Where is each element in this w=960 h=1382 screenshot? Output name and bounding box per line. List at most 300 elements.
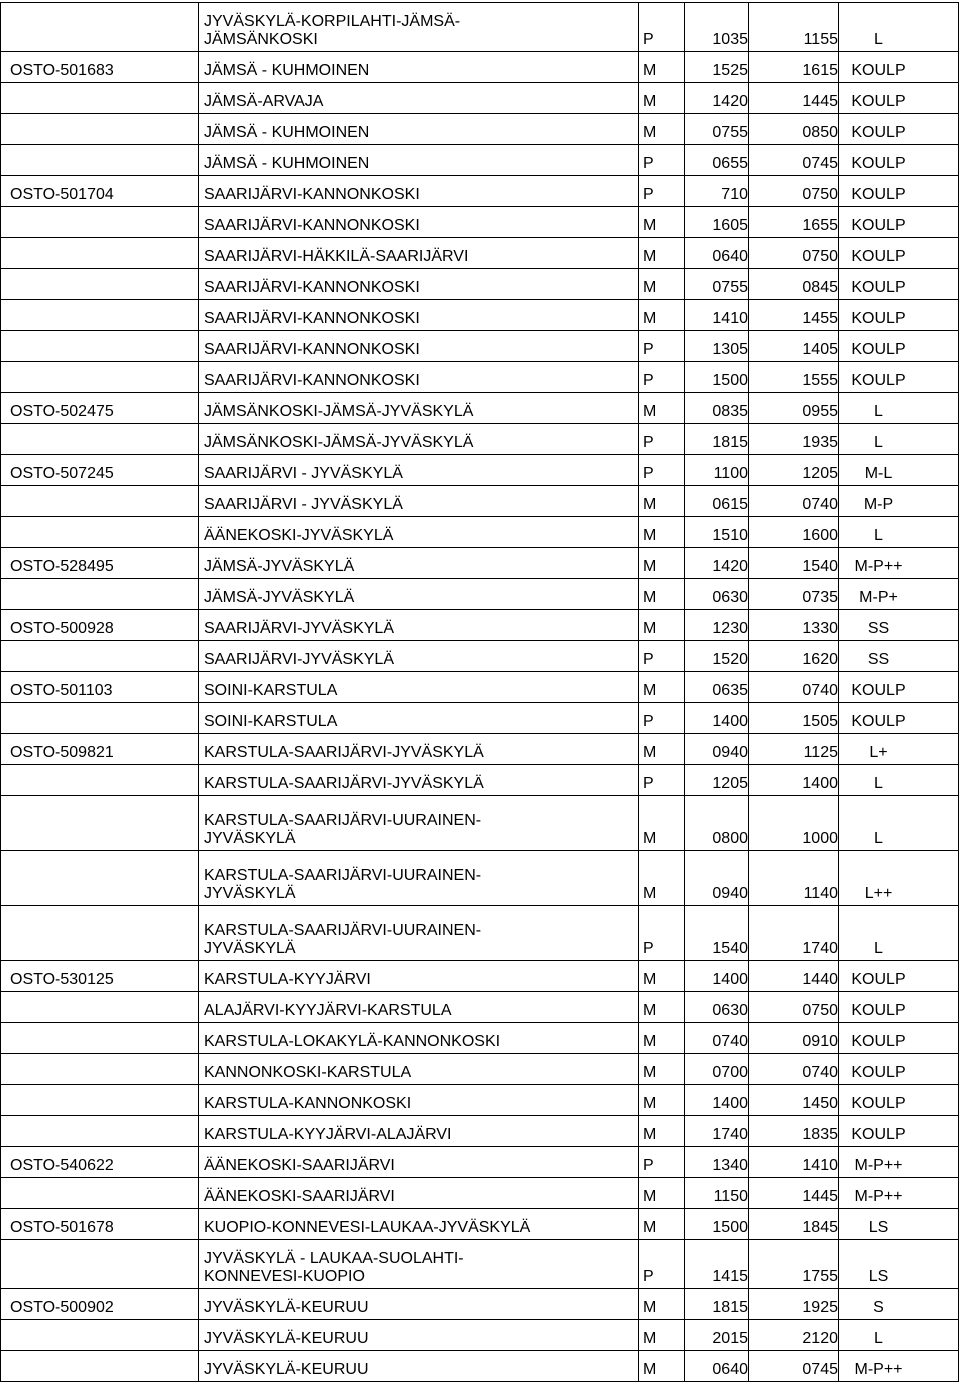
vehicle-class-cell: M-P++ (839, 1178, 959, 1209)
route-name-cell (199, 393, 639, 424)
vehicle-class-cell: KOULP (839, 362, 959, 393)
route-code-cell (1, 331, 199, 362)
route-code-cell (1, 145, 199, 176)
end-time-cell: 0740 (749, 672, 839, 703)
day-cell: P (639, 1147, 685, 1178)
vehicle-class-cell: M-P++ (839, 1351, 959, 1382)
start-time-cell: 1815 (685, 424, 749, 455)
end-time-cell: 0750 (749, 992, 839, 1023)
route-name-line: JYVÄSKYLÄ - LAUKAA-SUOLAHTI- (204, 1250, 464, 1267)
table-row (1, 455, 959, 486)
vehicle-class-cell: M-P++ (839, 548, 959, 579)
day-cell: M (639, 1023, 685, 1054)
route-name-cell (199, 517, 639, 548)
vehicle-class-cell: KOULP (839, 114, 959, 145)
table-row (1, 393, 959, 424)
route-name-line: ÄÄNEKOSKI-SAARIJÄRVI (204, 1188, 395, 1205)
table-row (1, 765, 959, 796)
vehicle-class-cell: KOULP (839, 300, 959, 331)
day-cell: M (639, 610, 685, 641)
route-code-cell (1, 1240, 199, 1289)
route-name-line: JÄMSÄNKOSKI (204, 31, 318, 48)
route-name-line: JÄMSÄ-JYVÄSKYLÄ (204, 558, 355, 575)
vehicle-class-cell: SS (839, 641, 959, 672)
end-time-cell: 0955 (749, 393, 839, 424)
vehicle-class-cell: L++ (839, 851, 959, 906)
route-name-line: SAARIJÄRVI-KANNONKOSKI (204, 186, 420, 203)
route-name-cell (199, 703, 639, 734)
end-time-cell: 1410 (749, 1147, 839, 1178)
route-name-cell (199, 1289, 639, 1320)
day-cell: M (639, 548, 685, 579)
end-time-cell: 0910 (749, 1023, 839, 1054)
end-time-cell: 1925 (749, 1289, 839, 1320)
route-name-line: JÄMSÄNKOSKI-JÄMSÄ-JYVÄSKYLÄ (204, 403, 474, 420)
table-row (1, 1116, 959, 1147)
day-cell: M (639, 1054, 685, 1085)
start-time-cell: 1815 (685, 1289, 749, 1320)
end-time-cell: 1205 (749, 455, 839, 486)
route-code-cell: OSTO-500928 (1, 610, 199, 641)
route-code-cell (1, 114, 199, 145)
day-cell: M (639, 851, 685, 906)
start-time-cell: 1420 (685, 548, 749, 579)
route-name-cell (199, 1320, 639, 1351)
end-time-cell: 1140 (749, 851, 839, 906)
route-name-line: JÄMSÄ-JYVÄSKYLÄ (204, 589, 355, 606)
day-cell: P (639, 455, 685, 486)
start-time-cell: 1410 (685, 300, 749, 331)
route-code-cell (1, 765, 199, 796)
end-time-cell: 1450 (749, 1085, 839, 1116)
day-cell: M (639, 83, 685, 114)
day-cell: P (639, 703, 685, 734)
table-row (1, 548, 959, 579)
table-row (1, 1320, 959, 1351)
day-cell: M (639, 992, 685, 1023)
route-name-cell (199, 455, 639, 486)
end-time-cell: 1405 (749, 331, 839, 362)
vehicle-class-cell: KOULP (839, 52, 959, 83)
end-time-cell: 1445 (749, 1178, 839, 1209)
table-row (1, 176, 959, 207)
day-cell: M (639, 672, 685, 703)
vehicle-class-cell: KOULP (839, 1054, 959, 1085)
end-time-cell: 1155 (749, 3, 839, 52)
vehicle-class-cell: KOULP (839, 238, 959, 269)
route-code-cell (1, 992, 199, 1023)
route-name-cell (199, 765, 639, 796)
end-time-cell: 1125 (749, 734, 839, 765)
vehicle-class-cell: L (839, 393, 959, 424)
route-code-cell: OSTO-501704 (1, 176, 199, 207)
day-cell: M (639, 1320, 685, 1351)
table-row (1, 486, 959, 517)
route-code-cell (1, 1116, 199, 1147)
start-time-cell: 1415 (685, 1240, 749, 1289)
table-row (1, 517, 959, 548)
table-row (1, 1147, 959, 1178)
route-code-cell (1, 238, 199, 269)
vehicle-class-cell: KOULP (839, 83, 959, 114)
table-row (1, 1178, 959, 1209)
route-name-line: KARSTULA-KANNONKOSKI (204, 1095, 412, 1112)
vehicle-class-cell: M-L (839, 455, 959, 486)
start-time-cell: 0630 (685, 992, 749, 1023)
day-cell: M (639, 238, 685, 269)
table-row (1, 83, 959, 114)
route-name-line: JÄMSÄ - KUHMOINEN (204, 62, 370, 79)
start-time-cell: 0640 (685, 238, 749, 269)
day-cell: P (639, 906, 685, 961)
route-name-line: JÄMSÄNKOSKI-JÄMSÄ-JYVÄSKYLÄ (204, 434, 474, 451)
vehicle-class-cell: KOULP (839, 1085, 959, 1116)
day-cell: M (639, 207, 685, 238)
route-code-cell: OSTO-500902 (1, 1289, 199, 1320)
route-name-line: SAARIJÄRVI-HÄKKILÄ-SAARIJÄRVI (204, 248, 469, 265)
route-name-line: JÄMSÄ - KUHMOINEN (204, 155, 370, 172)
table-row (1, 851, 959, 906)
table-row (1, 703, 959, 734)
route-name-line: JYVÄSKYLÄ-KORPILAHTI-JÄMSÄ- (204, 13, 461, 30)
route-code-cell (1, 1351, 199, 1382)
start-time-cell: 1035 (685, 3, 749, 52)
start-time-cell: 0655 (685, 145, 749, 176)
route-code-cell: OSTO-501678 (1, 1209, 199, 1240)
start-time-cell: 1525 (685, 52, 749, 83)
route-name-cell (199, 52, 639, 83)
table-row (1, 1054, 959, 1085)
end-time-cell: 1445 (749, 83, 839, 114)
vehicle-class-cell: SS (839, 610, 959, 641)
day-cell: P (639, 362, 685, 393)
start-time-cell: 0630 (685, 579, 749, 610)
end-time-cell: 0850 (749, 114, 839, 145)
route-name-line: SOINI-KARSTULA (204, 713, 338, 730)
table-row (1, 906, 959, 961)
vehicle-class-cell: M-P (839, 486, 959, 517)
table-row (1, 362, 959, 393)
vehicle-class-cell: M-P+ (839, 579, 959, 610)
route-name-line: JÄMSÄ-ARVAJA (204, 93, 324, 110)
table-row (1, 114, 959, 145)
table-row (1, 145, 959, 176)
day-cell: M (639, 486, 685, 517)
route-name-cell (199, 486, 639, 517)
table-row (1, 579, 959, 610)
route-name-cell (199, 1147, 639, 1178)
table-row (1, 1240, 959, 1289)
start-time-cell: 1150 (685, 1178, 749, 1209)
route-name-cell (199, 579, 639, 610)
route-name-cell (199, 1240, 639, 1289)
route-name-cell (199, 610, 639, 641)
table-row (1, 796, 959, 851)
route-name-line: ÄÄNEKOSKI-SAARIJÄRVI (204, 1157, 395, 1174)
route-code-cell (1, 906, 199, 961)
vehicle-class-cell: LS (839, 1240, 959, 1289)
route-code-cell (1, 579, 199, 610)
route-code-cell (1, 641, 199, 672)
start-time-cell: 1400 (685, 1085, 749, 1116)
day-cell: M (639, 517, 685, 548)
start-time-cell: 0700 (685, 1054, 749, 1085)
start-time-cell: 0755 (685, 114, 749, 145)
route-name-cell (199, 145, 639, 176)
route-name-cell (199, 641, 639, 672)
table-row (1, 1289, 959, 1320)
start-time-cell: 0640 (685, 1351, 749, 1382)
table-row (1, 1023, 959, 1054)
route-name-cell (199, 851, 639, 906)
route-code-cell (1, 796, 199, 851)
route-name-cell (199, 238, 639, 269)
route-name-line: KARSTULA-SAARIJÄRVI-JYVÄSKYLÄ (204, 744, 484, 761)
route-name-line: KARSTULA-LOKAKYLÄ-KANNONKOSKI (204, 1033, 501, 1050)
end-time-cell: 1620 (749, 641, 839, 672)
vehicle-class-cell: L+ (839, 734, 959, 765)
day-cell: M (639, 114, 685, 145)
route-name-cell (199, 207, 639, 238)
start-time-cell: 1510 (685, 517, 749, 548)
end-time-cell: 0740 (749, 486, 839, 517)
route-name-cell (199, 1023, 639, 1054)
end-time-cell: 0735 (749, 579, 839, 610)
route-name-cell (199, 300, 639, 331)
route-code-cell: OSTO-528495 (1, 548, 199, 579)
day-cell: P (639, 3, 685, 52)
route-code-cell (1, 207, 199, 238)
vehicle-class-cell: KOULP (839, 145, 959, 176)
vehicle-class-cell: KOULP (839, 331, 959, 362)
end-time-cell: 1600 (749, 517, 839, 548)
vehicle-class-cell: KOULP (839, 1116, 959, 1147)
day-cell: M (639, 961, 685, 992)
route-name-cell (199, 672, 639, 703)
day-cell: M (639, 1085, 685, 1116)
vehicle-class-cell: L (839, 796, 959, 851)
table-row (1, 238, 959, 269)
route-name-line: JYVÄSKYLÄ-KEURUU (204, 1361, 369, 1378)
route-name-line: KANNONKOSKI-KARSTULA (204, 1064, 412, 1081)
start-time-cell: 1540 (685, 906, 749, 961)
route-name-line: SAARIJÄRVI-KANNONKOSKI (204, 279, 420, 296)
route-name-line: JYVÄSKYLÄ (204, 830, 296, 847)
route-name-line: SAARIJÄRVI-KANNONKOSKI (204, 217, 420, 234)
vehicle-class-cell: L (839, 765, 959, 796)
vehicle-class-cell: KOULP (839, 1023, 959, 1054)
route-name-cell (199, 362, 639, 393)
route-code-cell: OSTO-509821 (1, 734, 199, 765)
start-time-cell: 1100 (685, 455, 749, 486)
route-name-cell (199, 548, 639, 579)
start-time-cell: 1340 (685, 1147, 749, 1178)
route-code-cell (1, 1023, 199, 1054)
route-name-cell (199, 1116, 639, 1147)
vehicle-class-cell: S (839, 1289, 959, 1320)
route-name-line: JYVÄSKYLÄ-KEURUU (204, 1330, 369, 1347)
vehicle-class-cell: L (839, 517, 959, 548)
route-code-cell (1, 1320, 199, 1351)
end-time-cell: 0745 (749, 145, 839, 176)
start-time-cell: 1230 (685, 610, 749, 641)
vehicle-class-cell: M-P++ (839, 1147, 959, 1178)
route-code-cell: OSTO-540622 (1, 1147, 199, 1178)
start-time-cell: 1205 (685, 765, 749, 796)
route-code-cell (1, 1085, 199, 1116)
route-name-cell (199, 114, 639, 145)
end-time-cell: 1000 (749, 796, 839, 851)
day-cell: M (639, 579, 685, 610)
table-row (1, 641, 959, 672)
vehicle-class-cell: KOULP (839, 207, 959, 238)
day-cell: P (639, 176, 685, 207)
start-time-cell: 1420 (685, 83, 749, 114)
table-row (1, 207, 959, 238)
route-code-cell (1, 517, 199, 548)
vehicle-class-cell: L (839, 906, 959, 961)
day-cell: P (639, 145, 685, 176)
route-name-cell (199, 176, 639, 207)
start-time-cell: 0755 (685, 269, 749, 300)
start-time-cell: 1520 (685, 641, 749, 672)
day-cell: M (639, 269, 685, 300)
day-cell: M (639, 1289, 685, 1320)
route-name-cell (199, 734, 639, 765)
table-row (1, 52, 959, 83)
end-time-cell: 1615 (749, 52, 839, 83)
route-name-line: SAARIJÄRVI - JYVÄSKYLÄ (204, 465, 403, 482)
route-name-line: JYVÄSKYLÄ (204, 885, 296, 902)
start-time-cell: 0615 (685, 486, 749, 517)
start-time-cell: 710 (685, 176, 749, 207)
route-code-cell: OSTO-507245 (1, 455, 199, 486)
table-row (1, 331, 959, 362)
route-code-cell (1, 1054, 199, 1085)
table-row (1, 1085, 959, 1116)
route-code-cell (1, 362, 199, 393)
start-time-cell: 0835 (685, 393, 749, 424)
table-row (1, 672, 959, 703)
route-code-cell (1, 703, 199, 734)
route-name-cell (199, 83, 639, 114)
route-name-line: JYVÄSKYLÄ (204, 940, 296, 957)
start-time-cell: 0740 (685, 1023, 749, 1054)
day-cell: P (639, 331, 685, 362)
route-code-cell: OSTO-501103 (1, 672, 199, 703)
route-name-line: KARSTULA-KYYJÄRVI (204, 971, 371, 988)
start-time-cell: 0940 (685, 734, 749, 765)
route-name-line: SAARIJÄRVI-JYVÄSKYLÄ (204, 651, 394, 668)
route-name-cell (199, 1178, 639, 1209)
end-time-cell: 1455 (749, 300, 839, 331)
table-row (1, 300, 959, 331)
day-cell: M (639, 393, 685, 424)
table-row (1, 961, 959, 992)
end-time-cell: 0750 (749, 238, 839, 269)
end-time-cell: 1935 (749, 424, 839, 455)
day-cell: M (639, 734, 685, 765)
end-time-cell: 1845 (749, 1209, 839, 1240)
route-name-cell (199, 1085, 639, 1116)
start-time-cell: 0940 (685, 851, 749, 906)
table-row (1, 610, 959, 641)
table-row (1, 3, 959, 52)
table-row (1, 992, 959, 1023)
vehicle-class-cell: KOULP (839, 703, 959, 734)
vehicle-class-cell: KOULP (839, 672, 959, 703)
route-table-body (1, 3, 959, 1382)
start-time-cell: 1740 (685, 1116, 749, 1147)
vehicle-class-cell: L (839, 3, 959, 52)
route-code-cell (1, 486, 199, 517)
route-name-line: SAARIJÄRVI-JYVÄSKYLÄ (204, 620, 394, 637)
table-row (1, 1351, 959, 1382)
route-name-line: SAARIJÄRVI - JYVÄSKYLÄ (204, 496, 403, 513)
start-time-cell: 0800 (685, 796, 749, 851)
table-row (1, 269, 959, 300)
end-time-cell: 1330 (749, 610, 839, 641)
day-cell: M (639, 52, 685, 83)
route-name-line: KARSTULA-SAARIJÄRVI-UURAINEN- (204, 922, 482, 939)
end-time-cell: 2120 (749, 1320, 839, 1351)
route-table (0, 2, 959, 1382)
route-name-cell (199, 269, 639, 300)
route-name-line: KUOPIO-KONNEVESI-LAUKAA-JYVÄSKYLÄ (204, 1219, 531, 1236)
route-code-cell: OSTO-502475 (1, 393, 199, 424)
start-time-cell: 1305 (685, 331, 749, 362)
route-name-cell (199, 1054, 639, 1085)
end-time-cell: 1555 (749, 362, 839, 393)
end-time-cell: 1400 (749, 765, 839, 796)
day-cell: M (639, 1178, 685, 1209)
table-row (1, 424, 959, 455)
start-time-cell: 1500 (685, 1209, 749, 1240)
day-cell: M (639, 300, 685, 331)
day-cell: M (639, 796, 685, 851)
route-code-cell (1, 83, 199, 114)
route-code-cell (1, 269, 199, 300)
day-cell: P (639, 765, 685, 796)
route-name-cell (199, 3, 639, 52)
day-cell: M (639, 1209, 685, 1240)
route-name-line: KARSTULA-SAARIJÄRVI-UURAINEN- (204, 812, 482, 829)
vehicle-class-cell: LS (839, 1209, 959, 1240)
start-time-cell: 1605 (685, 207, 749, 238)
route-name-line: JÄMSÄ - KUHMOINEN (204, 124, 370, 141)
route-name-line: JYVÄSKYLÄ-KEURUU (204, 1299, 369, 1316)
route-name-line: KONNEVESI-KUOPIO (204, 1268, 365, 1285)
day-cell: M (639, 1351, 685, 1382)
end-time-cell: 1505 (749, 703, 839, 734)
table-row (1, 734, 959, 765)
table-row (1, 1209, 959, 1240)
route-code-cell (1, 424, 199, 455)
route-name-line: KARSTULA-SAARIJÄRVI-UURAINEN- (204, 867, 482, 884)
day-cell: P (639, 641, 685, 672)
end-time-cell: 1835 (749, 1116, 839, 1147)
end-time-cell: 0750 (749, 176, 839, 207)
end-time-cell: 1540 (749, 548, 839, 579)
route-name-line: KARSTULA-KYYJÄRVI-ALAJÄRVI (204, 1126, 452, 1143)
route-name-line: SAARIJÄRVI-KANNONKOSKI (204, 310, 420, 327)
end-time-cell: 1740 (749, 906, 839, 961)
route-name-line: KARSTULA-SAARIJÄRVI-JYVÄSKYLÄ (204, 775, 484, 792)
end-time-cell: 0740 (749, 1054, 839, 1085)
route-code-cell (1, 1178, 199, 1209)
route-name-line: SAARIJÄRVI-KANNONKOSKI (204, 341, 420, 358)
vehicle-class-cell: L (839, 1320, 959, 1351)
